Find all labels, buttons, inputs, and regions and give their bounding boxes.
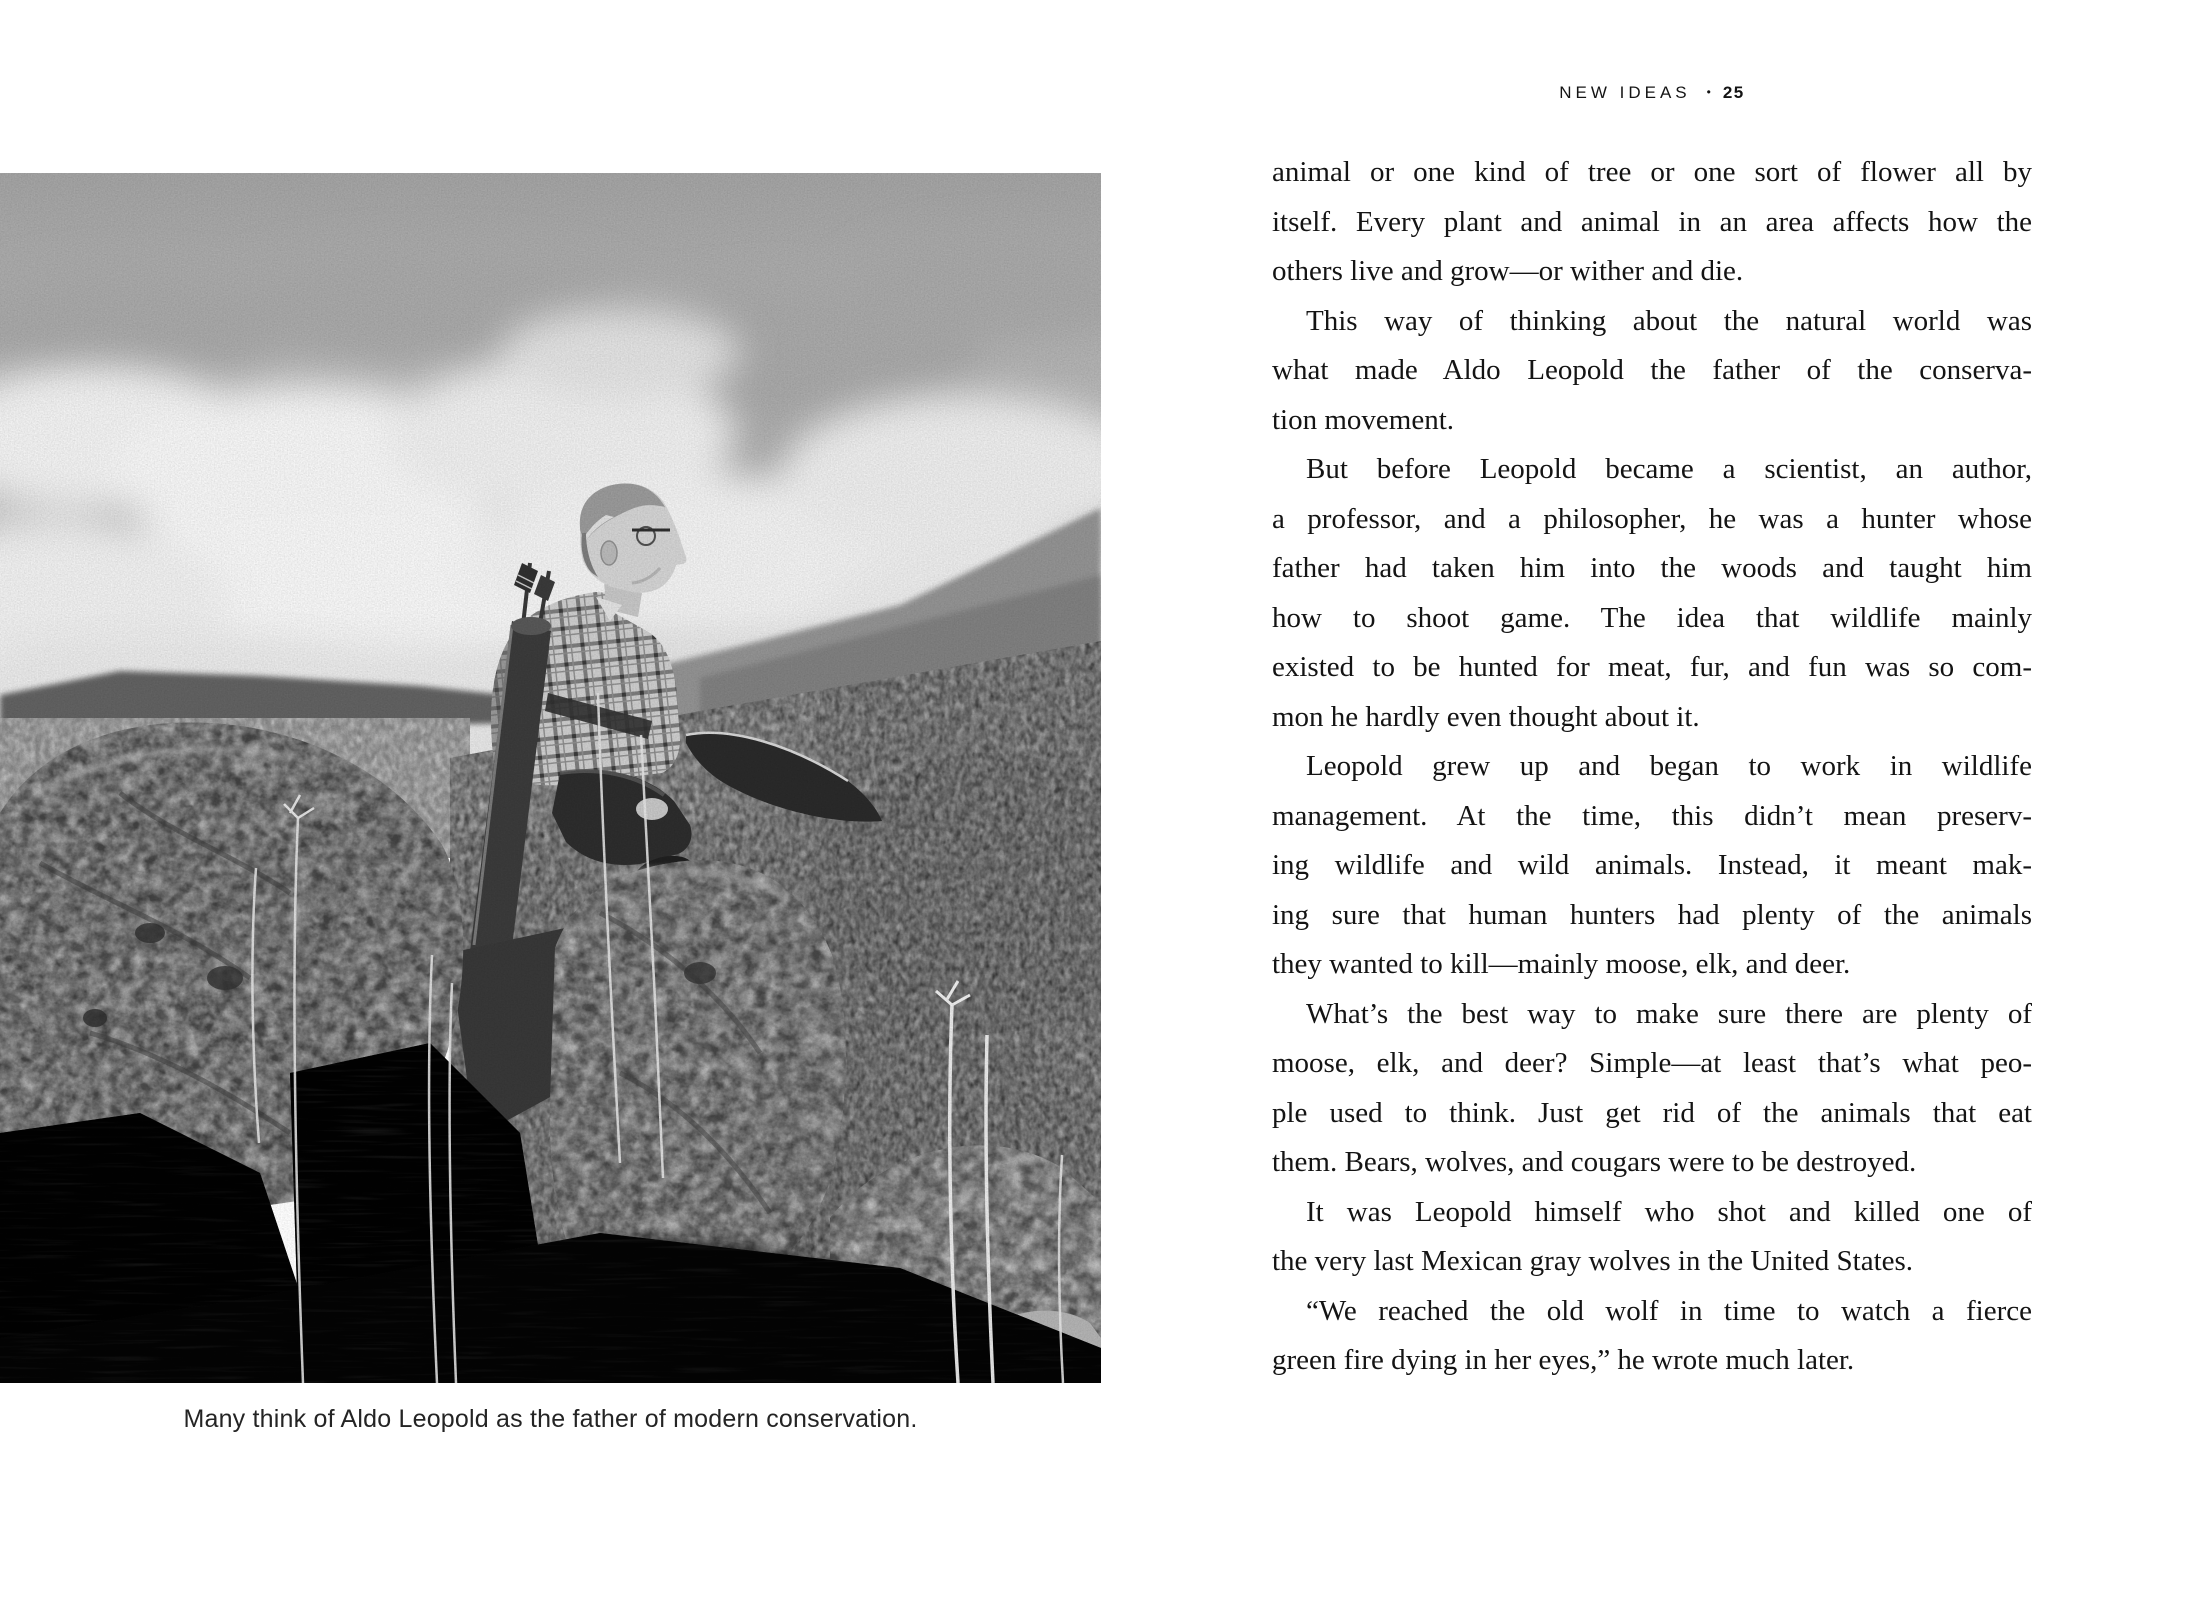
page-number: 25 bbox=[1722, 83, 1745, 102]
photo-grain-overlay bbox=[0, 173, 1101, 1383]
paragraph bbox=[1272, 1188, 2032, 1287]
bullet-separator: • bbox=[1706, 85, 1711, 99]
paragraph bbox=[1272, 990, 2032, 1188]
body-line: “We reached the old wolf in time to watch a fierce bbox=[1306, 1294, 2032, 1327]
body-line: ple used to think. Just get rid of the animals that eat bbox=[1272, 1096, 2032, 1129]
body-line: what made Aldo Leopold the father of the conserva- bbox=[1272, 354, 2032, 386]
body-line: how to shoot game. The idea that wildlife mainly bbox=[1272, 601, 2032, 634]
body-line: It was Leopold himself who shot and killed one of bbox=[1306, 1195, 2032, 1228]
body-line: father had taken him into the woods and taught him bbox=[1272, 552, 2032, 584]
body-text bbox=[1272, 148, 2032, 1386]
paragraph bbox=[1272, 297, 2032, 446]
body-line: Leopold grew up and began to work in wildlife bbox=[1306, 750, 2032, 782]
body-line: a professor, and a philosopher, he was a hunter whose bbox=[1272, 502, 2032, 535]
body-line: animal or one kind of tree or one sort of flower all by bbox=[1272, 156, 2032, 188]
paragraph bbox=[1272, 1287, 2032, 1386]
body-line: ing wildlife and wild animals. Instead, it meant mak- bbox=[1272, 849, 2032, 881]
photo-figure bbox=[0, 173, 1101, 1434]
section-title: NEW IDEAS bbox=[1559, 83, 1691, 102]
body-line: What’s the best way to make sure there are plenty of bbox=[1306, 997, 2032, 1030]
body-line: This way of thinking about the natural world was bbox=[1306, 304, 2032, 337]
body-line: moose, elk, and deer? Simple—at least that’s what peo- bbox=[1272, 1047, 2032, 1079]
body-line: management. At the time, this didn’t mean preserv- bbox=[1272, 799, 2032, 832]
body-line: But before Leopold became a scientist, an author, bbox=[1306, 453, 2032, 485]
body-line: mon he hardly even thought about it. bbox=[1272, 700, 1700, 733]
leopold-photo bbox=[0, 173, 1101, 1383]
paragraph bbox=[1272, 445, 2032, 742]
photo-caption: Many think of Aldo Leopold as the father of modern conservation. bbox=[183, 1405, 918, 1433]
paragraph bbox=[1272, 742, 2032, 990]
paragraph bbox=[1272, 148, 2032, 297]
body-line: green fire dying in her eyes,” he wrote much later. bbox=[1272, 1344, 1855, 1376]
body-line: ing sure that human hunters had plenty of the animals bbox=[1272, 898, 2032, 931]
body-line: them. Bears, wolves, and cougars were to be destroyed. bbox=[1272, 1146, 1917, 1178]
body-line: existed to be hunted for meat, fur, and fun was so com- bbox=[1272, 651, 2032, 683]
body-line: the very last Mexican gray wolves in the United States. bbox=[1272, 1245, 1914, 1277]
running-head bbox=[1272, 83, 2032, 103]
body-line: they wanted to kill—mainly moose, elk, and deer. bbox=[1272, 948, 1851, 980]
body-line: others live and grow—or wither and die. bbox=[1272, 255, 1744, 287]
body-line: itself. Every plant and animal in an area affects how the bbox=[1272, 205, 2032, 238]
body-line: tion movement. bbox=[1272, 403, 1455, 436]
